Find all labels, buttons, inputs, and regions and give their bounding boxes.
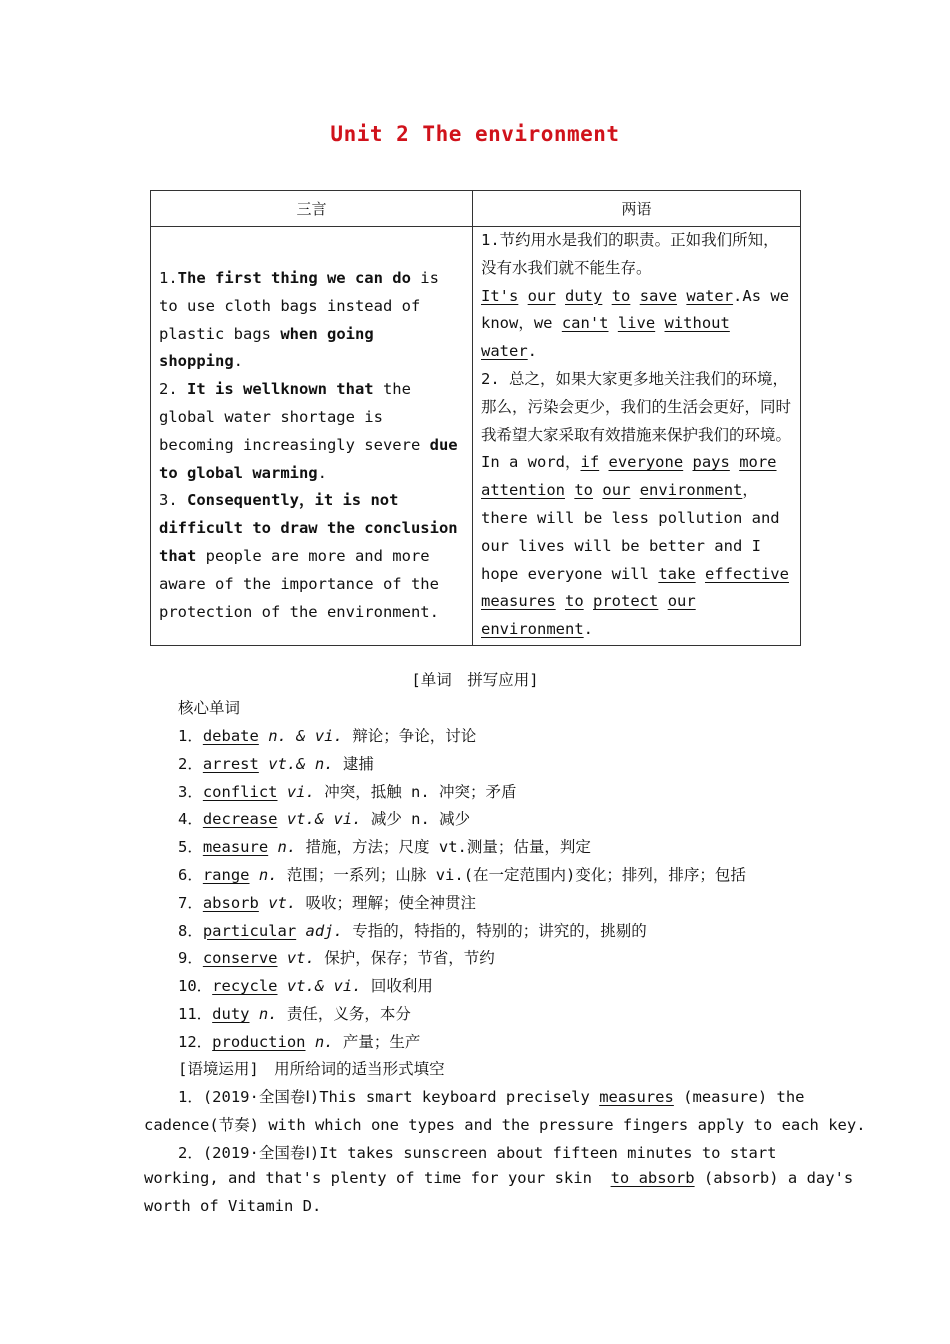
word-pos: vt. bbox=[268, 893, 297, 912]
word-item bbox=[178, 919, 647, 941]
word-pos: vt.& vi. bbox=[286, 810, 362, 829]
word-item bbox=[178, 1002, 411, 1024]
exercise-answer: to absorb bbox=[610, 1169, 695, 1187]
word-pos: n. bbox=[258, 866, 278, 884]
word-meaning: 减少 n. 减少 bbox=[370, 810, 471, 829]
exercise-answer: measures bbox=[599, 1088, 674, 1106]
word-meaning: 专指的，特指的，特别的；讲究的，挑剔的 bbox=[352, 921, 647, 940]
paragraph-2-chinese: 2. 总之，如果大家更多地关注我们的环境，那么，污染会更少，我们的生活会更好，同时我希望大家采取有效措施来保护我们的环境。 bbox=[481, 369, 792, 444]
word-meaning: 范围；一系列；山脉 vi.(在一定范围内)变化；排列，排序；包括 bbox=[286, 866, 746, 884]
word-number: 6． bbox=[178, 866, 203, 884]
word-number: 10． bbox=[178, 977, 213, 996]
word-meaning: 责任，义务，本分 bbox=[286, 1005, 411, 1023]
word-item bbox=[178, 835, 591, 857]
word-item bbox=[178, 863, 746, 885]
word-meaning: 辩论；争论，讨论 bbox=[352, 727, 477, 745]
word-item bbox=[178, 724, 476, 746]
word-pos: vt. bbox=[286, 949, 315, 968]
exercise-line: 2．(2019·全国卷Ⅰ)It takes sunscreen about fifteen minutes to start bbox=[178, 1144, 777, 1162]
word-number: 2． bbox=[178, 754, 203, 773]
word-answer: range bbox=[202, 866, 250, 884]
left-cell bbox=[151, 227, 473, 646]
word-number: 1． bbox=[178, 727, 203, 745]
word-answer: debate bbox=[202, 727, 259, 745]
sentences-table bbox=[150, 190, 801, 646]
word-number: 8． bbox=[178, 921, 203, 940]
word-meaning: 措施，方法；尺度 vt.测量；估量，判定 bbox=[305, 838, 591, 857]
paragraph-2-english: In a word，if everyone pays more attention to our environment，there will be less pollution and our lives will be better and I hope everyone will take effective measures to protect our environment. bbox=[481, 453, 789, 639]
word-number: 11． bbox=[178, 1005, 213, 1023]
word-item bbox=[178, 780, 517, 802]
core-words-heading: 核心单词 bbox=[178, 699, 241, 717]
section-heading-words: [单词 拼写应用] bbox=[411, 671, 539, 689]
word-item bbox=[178, 891, 476, 913]
word-answer: absorb bbox=[202, 893, 259, 912]
word-number: 12． bbox=[178, 1032, 213, 1051]
exercise-line: worth of Vitamin D. bbox=[144, 1197, 322, 1215]
word-answer: particular bbox=[202, 921, 297, 940]
word-item bbox=[178, 807, 470, 829]
word-meaning: 逮捕 bbox=[342, 754, 374, 773]
sentence-1: 1.The first thing we can do is to use cloth bags instead of plastic bags when going shopping. bbox=[159, 269, 439, 371]
paragraph-1-chinese: 1.节约用水是我们的职责。正如我们所知，没有水我们就不能生存。 bbox=[481, 231, 779, 277]
word-item bbox=[178, 946, 495, 968]
word-number: 9． bbox=[178, 949, 203, 968]
header-right: 两语 bbox=[473, 191, 801, 227]
word-pos: vt.& vi. bbox=[286, 977, 362, 996]
word-number: 4． bbox=[178, 810, 203, 829]
word-number: 3． bbox=[178, 782, 203, 801]
word-pos: n. & vi. bbox=[268, 727, 343, 745]
word-item bbox=[178, 752, 374, 774]
section-heading-context: [语境运用] 用所给词的适当形式填空 bbox=[178, 1060, 445, 1078]
word-answer: decrease bbox=[202, 810, 278, 829]
word-answer: production bbox=[212, 1032, 306, 1051]
word-answer: measure bbox=[202, 838, 269, 857]
paragraph-1-english: It's our duty to save water.As we know，we can't live without water. bbox=[481, 286, 790, 361]
word-answer: duty bbox=[212, 1005, 250, 1023]
word-answer: arrest bbox=[202, 754, 259, 773]
word-pos: n. bbox=[314, 1032, 334, 1051]
word-pos: vi. bbox=[286, 782, 315, 801]
exercise-line: 1．(2019·全国卷Ⅰ)This smart keyboard precisely measures (measure) the bbox=[178, 1088, 805, 1106]
word-meaning: 冲突，抵触 n. 冲突；矛盾 bbox=[324, 782, 517, 801]
word-answer: conserve bbox=[202, 949, 278, 968]
word-pos: n. bbox=[277, 838, 297, 857]
word-pos: adj. bbox=[305, 921, 343, 940]
word-item bbox=[178, 974, 433, 996]
word-answer: recycle bbox=[212, 977, 278, 996]
right-cell bbox=[473, 227, 801, 646]
exercise-line: cadence(节奏) with which one types and the pressure fingers apply to each key. bbox=[144, 1116, 866, 1134]
word-number: 5． bbox=[178, 838, 203, 857]
page-title: Unit 2 The environment bbox=[330, 122, 620, 146]
word-meaning: 回收利用 bbox=[370, 977, 433, 996]
sentence-2: 2. It is wellknown that the global water shortage is becoming increasingly severe due to global warming. bbox=[159, 380, 458, 482]
word-meaning: 产量；生产 bbox=[342, 1032, 421, 1051]
word-pos: vt.& n. bbox=[268, 754, 334, 773]
word-pos: n. bbox=[258, 1005, 278, 1023]
exercise-line: working, and that's plenty of time for your skin to absorb (absorb) a day's bbox=[144, 1169, 854, 1187]
word-answer: conflict bbox=[202, 782, 278, 801]
word-number: 7． bbox=[178, 893, 203, 912]
word-meaning: 吸收；理解；使全神贯注 bbox=[305, 893, 477, 912]
sentence-3: 3. Consequently，it is not difficult to draw the conclusion that people are more and more aware of the importance of the protection of the environment. bbox=[159, 491, 458, 621]
word-meaning: 保护，保存；节省，节约 bbox=[324, 949, 495, 968]
header-left: 三言 bbox=[151, 191, 473, 227]
word-item bbox=[178, 1030, 420, 1052]
